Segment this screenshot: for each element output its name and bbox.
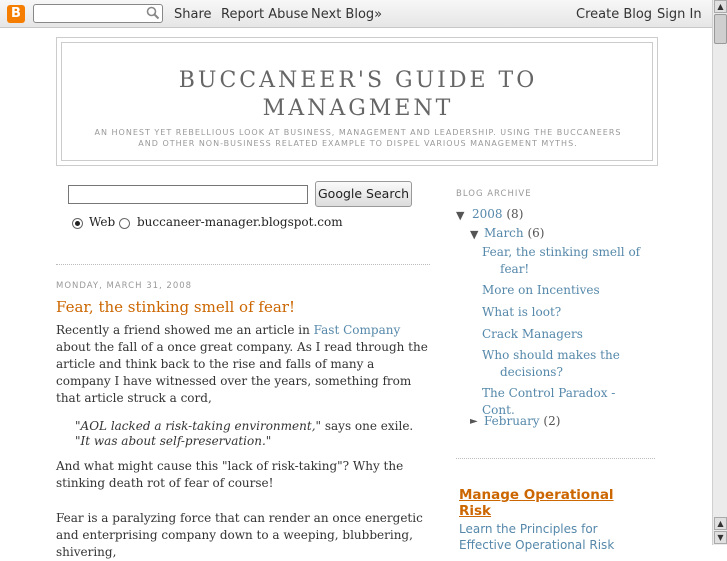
scroll-up-arrow-icon[interactable]: ▲	[714, 517, 727, 530]
archive-post-link[interactable]: More on Incentives	[482, 283, 600, 297]
magnifier-icon[interactable]	[146, 6, 160, 20]
scroll-down-arrow-icon[interactable]: ▼	[714, 531, 727, 544]
share-link[interactable]: Share	[174, 7, 212, 22]
create-blog-link[interactable]: Create Blog	[576, 7, 653, 22]
google-search-input[interactable]	[68, 185, 308, 204]
blog-header	[56, 37, 658, 166]
post-paragraph	[56, 322, 430, 407]
archive-month-march[interactable]	[484, 225, 544, 242]
blog-title[interactable]	[62, 67, 654, 123]
archive-month-february[interactable]	[484, 413, 560, 430]
post-paragraph: Fear is a paralyzing force that can render an once energetic and enterprising company down to a weeping, blubbering, shivering,	[56, 511, 423, 559]
archive-post-link[interactable]	[482, 347, 647, 381]
post-paragraph: And what might cause this "lack of risk-taking"? Why the stinking death rot of fear of course!	[56, 459, 404, 490]
divider	[456, 458, 655, 459]
archive-post-link[interactable]: The Control Paradox - Cont.	[482, 386, 616, 417]
post-text: about the fall of a once great company. As I read through the article and think back to the rise and falls of many a company I have witnessed over the years, something from that article struck a cord,	[56, 340, 428, 405]
archive-month-label[interactable]: February	[484, 414, 540, 428]
archive-post-title[interactable]: Fear, the stinking smell of	[482, 245, 641, 259]
ad-text[interactable]: Learn the Principles for Effective Operational Risk	[459, 522, 615, 552]
collapse-toggle-icon[interactable]: ▼	[470, 228, 479, 241]
archive-count: (6)	[527, 226, 545, 240]
post-date: MONDAY, MARCH 31, 2008	[56, 281, 193, 291]
quote-text: AOL lacked a risk-taking environment,	[80, 419, 316, 433]
web-radio-label: Web	[89, 215, 116, 229]
site-radio-label: buccaneer-manager.blogspot.com	[137, 215, 343, 229]
archive-post-link[interactable]: What is loot?	[482, 305, 562, 319]
quote-mark: " says one exile. "	[75, 419, 414, 448]
sign-in-link[interactable]: Sign In	[657, 7, 702, 22]
google-search-button[interactable]: Google Search	[315, 181, 412, 207]
quote-mark: "	[265, 434, 272, 448]
archive-post-title[interactable]: Who should makes the	[482, 348, 620, 362]
vertical-scrollbar[interactable]	[712, 0, 727, 545]
blogger-logo-icon[interactable]: B	[7, 5, 25, 23]
blogger-navbar	[0, 0, 712, 28]
post-title[interactable]: Fear, the stinking smell of fear!	[56, 298, 295, 316]
fast-company-link[interactable]: Fast Company	[313, 323, 401, 337]
archive-year-label[interactable]: 2008	[472, 207, 503, 221]
blog-title-line[interactable]: MANAGMENT	[262, 96, 454, 121]
web-radio[interactable]	[72, 218, 83, 229]
expand-toggle-icon[interactable]: ►	[470, 416, 478, 427]
quote-mark: "	[75, 419, 81, 433]
archive-post-title[interactable]: fear!	[500, 262, 530, 276]
post-quote	[75, 419, 425, 449]
archive-post-link[interactable]: Crack Managers	[482, 327, 583, 341]
archive-post-link[interactable]	[482, 244, 647, 278]
archive-post-title[interactable]: decisions?	[500, 365, 563, 379]
archive-count: (8)	[506, 207, 524, 221]
next-blog-link[interactable]: Next Blog»	[311, 7, 383, 22]
ad-title-link[interactable]: Manage Operational Risk	[459, 487, 614, 519]
collapse-toggle-icon[interactable]: ▼	[456, 209, 465, 222]
blog-archive-heading: BLOG ARCHIVE	[456, 189, 532, 199]
archive-count: (2)	[543, 414, 561, 428]
blog-title-line[interactable]: BUCCANEER'S GUIDE TO	[178, 68, 538, 93]
quote-text: It was about self-preservation.	[80, 434, 266, 448]
post-text: Recently a friend showed me an article in	[56, 323, 314, 337]
scrollbar-thumb[interactable]	[714, 14, 727, 44]
navbar-search-input[interactable]	[33, 4, 163, 23]
archive-year-2008[interactable]	[472, 206, 523, 223]
report-abuse-link[interactable]: Report Abuse	[221, 7, 309, 22]
scroll-up-arrow-icon[interactable]: ▲	[714, 0, 727, 13]
archive-month-label[interactable]: March	[484, 226, 524, 240]
divider	[56, 264, 430, 265]
blog-description: AN HONEST YET REBELLIOUS LOOK AT BUSINESS, MANAGEMENT AND LEADERSHIP. USING THE BUCCANEERS AND OTHER NON-BUSINESS RELATED EXAMPLE TO DISPEL VARIOUS MANAGEMENT MYTHS.	[94, 128, 622, 148]
blog-header-inner	[61, 42, 653, 161]
site-radio[interactable]	[119, 218, 130, 229]
